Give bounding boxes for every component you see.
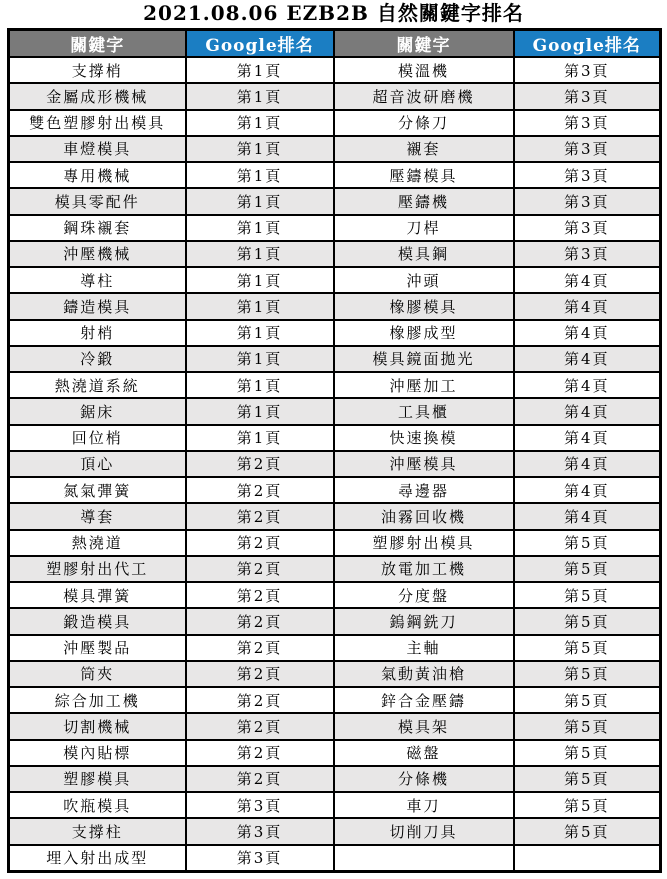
rank-cell: 第3頁 [514,136,661,162]
keyword-cell: 熱澆道系統 [9,372,186,398]
table-row [9,766,661,792]
keyword-cell: 切割機械 [9,713,186,739]
keyword-cell: 切削刀具 [334,818,514,844]
header-row [9,30,661,58]
keyword-cell: 放電加工機 [334,556,514,582]
keyword-cell: 鍛造模具 [9,608,186,634]
rank-cell: 第3頁 [514,162,661,188]
table-row [9,267,661,293]
header-keyword-left: 關鍵字 [9,30,186,58]
rank-cell: 第4頁 [514,320,661,346]
rank-cell: 第2頁 [186,477,334,503]
rank-cell: 第1頁 [186,110,334,136]
keyword-cell: 模溫機 [334,57,514,83]
rank-cell: 第2頁 [186,451,334,477]
table-row [9,740,661,766]
table-row [9,320,661,346]
rank-cell: 第1頁 [186,215,334,241]
keyword-cell: 分度盤 [334,582,514,608]
keyword-cell: 橡膠模具 [334,293,514,319]
keyword-cell: 吹瓶模具 [9,792,186,818]
keyword-cell: 熱澆道 [9,530,186,556]
rank-cell: 第3頁 [514,241,661,267]
keyword-cell: 模內貼標 [9,740,186,766]
keyword-cell: 鋸床 [9,398,186,424]
rank-cell: 第5頁 [514,687,661,713]
keyword-cell: 車刀 [334,792,514,818]
table-row [9,477,661,503]
table-body [9,57,661,872]
rank-cell: 第5頁 [514,635,661,661]
table-row [9,398,661,424]
keyword-cell: 綜合加工機 [9,687,186,713]
table-row [9,608,661,634]
rank-cell: 第3頁 [514,110,661,136]
table-row [9,792,661,818]
keyword-cell: 襯套 [334,136,514,162]
keyword-cell: 支撐柱 [9,818,186,844]
keyword-cell: 模具鏡面拋光 [334,346,514,372]
rank-cell: 第5頁 [514,582,661,608]
keyword-cell: 導套 [9,503,186,529]
rank-cell: 第2頁 [186,556,334,582]
rank-cell: 第2頁 [186,635,334,661]
rank-cell: 第1頁 [186,241,334,267]
rank-cell: 第3頁 [514,188,661,214]
keyword-cell: 導柱 [9,267,186,293]
keyword-cell: 鑄造模具 [9,293,186,319]
table-row [9,503,661,529]
rank-cell: 第1頁 [186,162,334,188]
rank-cell: 第1頁 [186,346,334,372]
rank-cell: 第1頁 [186,293,334,319]
keyword-cell: 筒夾 [9,661,186,687]
table-row [9,136,661,162]
table-row [9,687,661,713]
table-header [9,30,661,58]
keyword-cell [334,845,514,872]
rank-cell: 第1頁 [186,425,334,451]
keyword-cell: 雙色塑膠射出模具 [9,110,186,136]
table-row [9,530,661,556]
rank-cell [514,845,661,872]
rank-cell: 第2頁 [186,766,334,792]
rank-cell: 第5頁 [514,608,661,634]
keyword-cell: 模具零配件 [9,188,186,214]
keyword-cell: 塑膠射出代工 [9,556,186,582]
table-row [9,293,661,319]
rank-cell: 第4頁 [514,503,661,529]
keyword-cell: 埋入射出成型 [9,845,186,872]
table-row [9,372,661,398]
rank-cell: 第1頁 [186,267,334,293]
rank-cell: 第2頁 [186,661,334,687]
rank-cell: 第2頁 [186,713,334,739]
rank-cell: 第1頁 [186,188,334,214]
rank-cell: 第5頁 [514,556,661,582]
rank-cell: 第5頁 [514,713,661,739]
rank-cell: 第4頁 [514,425,661,451]
keyword-cell: 磁盤 [334,740,514,766]
rank-cell: 第4頁 [514,346,661,372]
keyword-cell: 車燈模具 [9,136,186,162]
keyword-cell: 模具架 [334,713,514,739]
keyword-cell: 分條機 [334,766,514,792]
keyword-cell: 射梢 [9,320,186,346]
table-row [9,110,661,136]
table-row [9,661,661,687]
rank-cell: 第2頁 [186,608,334,634]
keyword-cell: 超音波研磨機 [334,83,514,109]
keyword-cell: 快速換模 [334,425,514,451]
keyword-cell: 沖壓加工 [334,372,514,398]
keyword-cell: 頂心 [9,451,186,477]
header-rank-right: Google排名 [514,30,661,58]
header-rank-left: Google排名 [186,30,334,58]
table-row [9,215,661,241]
keyword-cell: 鎢鋼銑刀 [334,608,514,634]
table-row [9,818,661,844]
keyword-cell: 回位梢 [9,425,186,451]
rank-cell: 第3頁 [514,215,661,241]
rank-cell: 第4頁 [514,267,661,293]
keyword-cell: 壓鑄機 [334,188,514,214]
keyword-cell: 塑膠模具 [9,766,186,792]
rank-cell: 第1頁 [186,136,334,162]
keyword-cell: 模具彈簧 [9,582,186,608]
rank-cell: 第5頁 [514,766,661,792]
keyword-cell: 油霧回收機 [334,503,514,529]
rank-cell: 第2頁 [186,530,334,556]
keyword-cell: 沖壓機械 [9,241,186,267]
rank-cell: 第3頁 [186,818,334,844]
table-row [9,713,661,739]
rank-cell: 第5頁 [514,530,661,556]
keyword-cell: 刀桿 [334,215,514,241]
keyword-cell: 沖壓模具 [334,451,514,477]
keyword-cell: 橡膠成型 [334,320,514,346]
keyword-cell: 冷鍛 [9,346,186,372]
rank-cell: 第1頁 [186,320,334,346]
keyword-cell: 氮氣彈簧 [9,477,186,503]
keyword-cell: 金屬成形機械 [9,83,186,109]
table-row [9,556,661,582]
table-row [9,83,661,109]
header-keyword-right: 關鍵字 [334,30,514,58]
keyword-cell: 主軸 [334,635,514,661]
rank-cell: 第5頁 [514,740,661,766]
keyword-cell: 支撐梢 [9,57,186,83]
keyword-cell: 鋼珠襯套 [9,215,186,241]
table-row [9,188,661,214]
rank-cell: 第5頁 [514,792,661,818]
keyword-cell: 塑膠射出模具 [334,530,514,556]
rank-cell: 第1頁 [186,372,334,398]
table-row [9,57,661,83]
table-row [9,845,661,872]
rank-cell: 第3頁 [186,792,334,818]
rank-cell: 第3頁 [514,57,661,83]
rank-cell: 第1頁 [186,57,334,83]
table-row [9,425,661,451]
rank-cell: 第2頁 [186,740,334,766]
rank-cell: 第3頁 [514,83,661,109]
keyword-rank-table [7,28,662,873]
rank-cell: 第4頁 [514,372,661,398]
rank-cell: 第5頁 [514,818,661,844]
rank-cell: 第1頁 [186,83,334,109]
table-row [9,162,661,188]
rank-cell: 第4頁 [514,293,661,319]
keyword-cell: 分條刀 [334,110,514,136]
table-row [9,635,661,661]
rank-cell: 第4頁 [514,398,661,424]
rank-cell: 第2頁 [186,687,334,713]
rank-cell: 第5頁 [514,661,661,687]
rank-cell: 第2頁 [186,582,334,608]
rank-cell: 第4頁 [514,451,661,477]
keyword-cell: 工具櫃 [334,398,514,424]
keyword-cell: 沖頭 [334,267,514,293]
keyword-cell: 氣動黃油槍 [334,661,514,687]
table-row [9,346,661,372]
rank-cell: 第2頁 [186,503,334,529]
rank-cell: 第4頁 [514,477,661,503]
keyword-cell: 尋邊器 [334,477,514,503]
keyword-cell: 沖壓製品 [9,635,186,661]
page-title: 2021.08.06 EZB2B 自然關鍵字排名 [143,1,524,25]
keyword-cell: 鋅合金壓鑄 [334,687,514,713]
table-row [9,582,661,608]
keyword-cell: 模具鋼 [334,241,514,267]
table-row [9,241,661,267]
table-row [9,451,661,477]
keyword-cell: 壓鑄模具 [334,162,514,188]
rank-cell: 第1頁 [186,398,334,424]
rank-cell: 第3頁 [186,845,334,872]
keyword-cell: 專用機械 [9,162,186,188]
